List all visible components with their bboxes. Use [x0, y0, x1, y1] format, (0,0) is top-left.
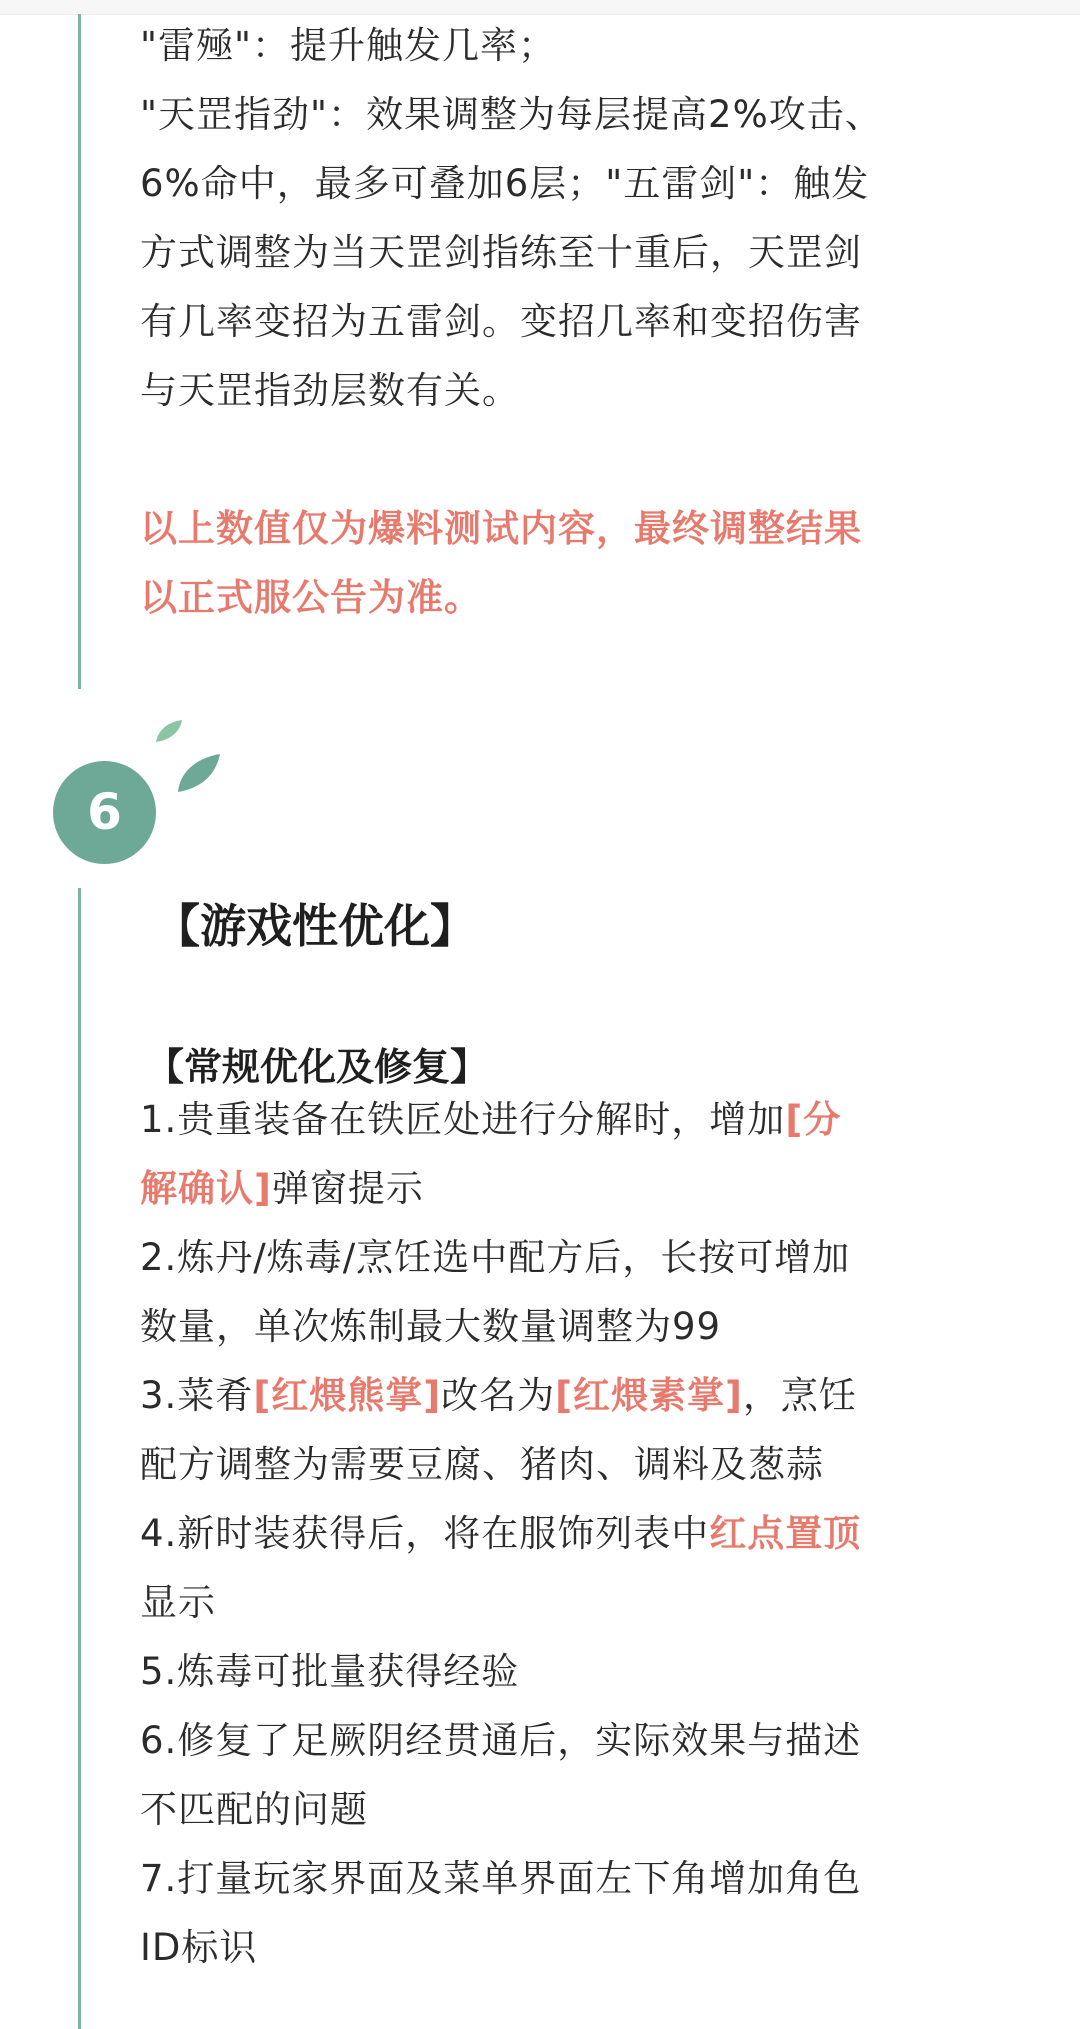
highlight-text: [分: [785, 1098, 842, 1141]
list-item: 数量，单次炼制最大数量调整为99: [140, 1305, 722, 1348]
item-text: 改名为: [441, 1374, 556, 1417]
list-item: 显示: [140, 1581, 216, 1624]
highlight-text: [红煨熊掌]: [253, 1374, 442, 1417]
list-item: [140, 1154, 950, 1223]
item-text: 4.新时装获得后，将在服饰列表中: [140, 1512, 710, 1555]
item-text: 1.贵重装备在铁匠处进行分解时，增加: [140, 1098, 786, 1141]
item-text: 弹窗提示: [271, 1167, 424, 1210]
intro-line: 6%命中，最多可叠加6层；"五雷剑"：触发: [140, 162, 870, 205]
list-item: [140, 1499, 950, 1568]
leaf-icon: [150, 712, 230, 802]
subsection-title: 【常规优化及修复】: [146, 1045, 489, 1089]
list-item: 不匹配的问题: [140, 1788, 368, 1831]
intro-line: 与天罡指劲层数有关。: [140, 369, 520, 412]
list-item: 5.炼毒可批量获得经验: [140, 1650, 520, 1693]
disclaimer-line: 以正式服公告为准。: [140, 576, 482, 619]
disclaimer-notice: [140, 494, 950, 632]
highlight-text: 解确认]: [140, 1167, 272, 1210]
timeline-rail-upper: [78, 14, 81, 689]
section-number-badge: 6: [53, 761, 156, 864]
timeline-rail-lower: [78, 888, 81, 2029]
highlight-text: [红煨素掌]: [555, 1374, 743, 1417]
intro-line: "雷殛"：提升触发几率；: [140, 24, 557, 67]
list-item: [140, 1085, 950, 1154]
list-item: 2.炼丹/炼毒/烹饪选中配方后，长按可增加: [140, 1236, 851, 1279]
highlight-text: 红点置顶: [709, 1512, 862, 1555]
intro-paragraph: [140, 11, 950, 425]
list-item: [140, 1361, 950, 1430]
list-item: ID标识: [140, 1926, 258, 1969]
list-item: 配方调整为需要豆腐、猪肉、调料及葱蒜: [140, 1443, 824, 1486]
intro-line: 有几率变招为五雷剑。变招几率和变招伤害: [140, 300, 862, 343]
intro-line: "天罡指劲"：效果调整为每层提高2%攻击、: [140, 93, 883, 136]
disclaimer-line: 以上数值仅为爆料测试内容，最终调整结果: [140, 507, 862, 550]
item-text: 3.菜肴: [140, 1374, 254, 1417]
item-text: ，烹饪: [742, 1374, 857, 1417]
list-item: 7.打量玩家界面及菜单界面左下角增加角色: [140, 1857, 862, 1900]
fix-list: [140, 1085, 950, 1982]
list-item: 6.修复了足厥阴经贯通后，实际效果与描述: [140, 1719, 862, 1762]
intro-line: 方式调整为当天罡剑指练至十重后，天罡剑: [140, 231, 862, 274]
section-title: 【游戏性优化】: [154, 899, 476, 953]
